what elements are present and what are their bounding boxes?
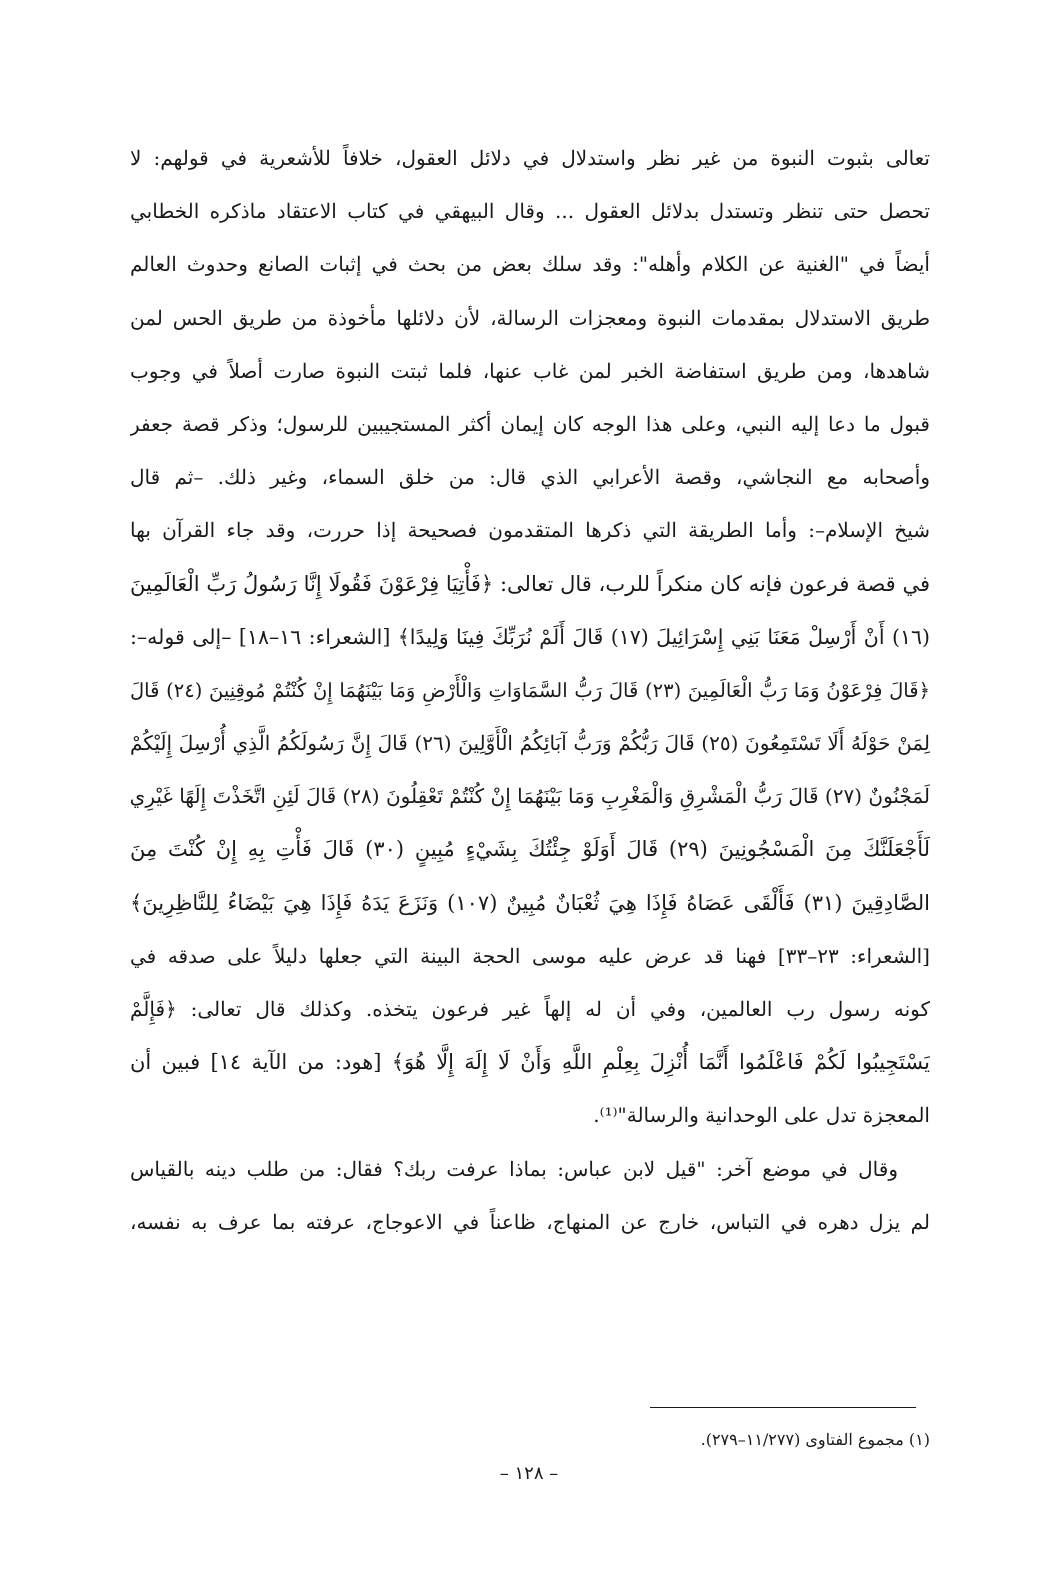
quran-line: ﴿قَالَ فِرْعَوْنُ وَمَا رَبُّ الْعَالَمِينَ (٢٣) قَالَ رَبُّ السَّمَاوَاتِ وَالْأَرْضِ وَمَا بَيْنَهُمَا إِنْ كُنْتُمْ مُوقِنِينَ (٢٤) قَالَ [130, 678, 930, 702]
quran-line: (١٦) أَنْ أَرْسِلْ مَعَنَا بَنِي إِسْرَائِيلَ (١٧) قَالَ أَلَمْ نُرَبِّكَ فِينَا وَلِيدًا﴾ [الشعراء: ١٦–١٨] –إلى قوله–: [130, 624, 930, 649]
text-line: [الشعراء: ٢٣–٣٣] فهنا قد عرض عليه موسى الحجة البينة التي جعلها دليلاً على صدقه في [130, 943, 930, 968]
text-line: أيضاً في "الغنية عن الكلام وأهله": وقد سلك بعض من بحث في إثبات الصانع وحدوث العالم [130, 252, 930, 277]
text-line: وأصحابه مع النجاشي، وقصة الأعرابي الذي قال: من خلق السماء، وغير ذلك. –ثم قال [130, 465, 930, 490]
text-line: قبول ما دعا إليه النبي، وعلى هذا الوجه كان إيمان أكثر المستجيبين للرسول؛ وذكر قصة جعفر [130, 411, 930, 436]
text-line: شيخ الإسلام–: وأما الطريقة التي ذكرها المتقدمون فصحيحة إذا حررت، وقد جاء القرآن بها [130, 518, 930, 543]
page-number: – ١٢٨ – [499, 1463, 559, 1484]
text-line: المعجزة تدل على الوحدانية والرسالة"⁽¹⁾. [593, 1103, 930, 1128]
text-line: طريق الاستدلال بمقدمات النبوة ومعجزات الرسالة، لأن دلائلها مأخوذة من طريق الحس لمن [130, 305, 930, 330]
text-line: كونه رسول رب العالمين، وفي أن له إلهاً غير فرعون يتخذه. وكذلك قال تعالى: ﴿فَإِلَّمْ [130, 997, 930, 1021]
quran-line: الصَّادِقِينَ (٣١) فَأَلْقَى عَصَاهُ فَإِذَا هِيَ ثُعْبَانٌ مُبِينٌ (١٠٧) وَنَزَعَ يَدَهُ فَإِذَا هِيَ بَيْضَاءُ لِلنَّاظِرِينَ﴾ [130, 890, 930, 915]
quran-line: لَمَجْنُونٌ (٢٧) قَالَ رَبُّ الْمَشْرِقِ وَالْمَغْرِبِ وَمَا بَيْنَهُمَا إِنْ كُنْتُمْ تَعْقِلُونَ (٢٨) قَالَ لَئِنِ اتَّخَذْتَ إِلَهًا غَيْرِي [130, 784, 930, 809]
quran-line: يَسْتَجِيبُوا لَكُمْ فَاعْلَمُوا أَنَّمَا أُنْزِلَ بِعِلْمِ اللَّهِ وَأَنْ لَا إِلَهَ إِلَّا هُوَ﴾ [هود: من الآية ١٤] فبين أن [130, 1050, 930, 1075]
footnote: (١) مجموع الفتاوى (١١/٢٧٧–٢٧٩). [700, 1430, 930, 1449]
quran-line: لَأَجْعَلَنَّكَ مِنَ الْمَسْجُونِينَ (٢٩) قَالَ أَوَلَوْ جِئْتُكَ بِشَيْءٍ مُبِينٍ (٣٠) قَالَ فَأْتِ بِهِ إِنْ كُنْتَ مِنَ [130, 837, 930, 862]
quran-line: لِمَنْ حَوْلَهُ أَلَا تَسْتَمِعُونَ (٢٥) قَالَ رَبُّكُمْ وَرَبُّ آبَائِكُمُ الْأَوَّلِينَ (٢٦) قَالَ إِنَّ رَسُولَكُمُ الَّذِي أُرْسِلَ إِلَيْكُمْ [130, 731, 930, 756]
text-line: لم يزل دهره في التباس، خارج عن المنهاج، ظاعناً في الاعوجاج، عرفته بما عرف به نفسه، [130, 1209, 930, 1234]
body-text [130, 132, 930, 1249]
text-line: تحصل حتى تنظر وتستدل بدلائل العقول ... وقال البيهقي في كتاب الاعتقاد ماذكره الخطابي [130, 199, 930, 224]
text-line: وقال في موضع آخر: "قيل لابن عباس: بماذا عرفت ربك؟ فقال: من طلب دينه بالقياس [130, 1156, 898, 1181]
quran-line: في قصة فرعون فإنه كان منكراً للرب، قال تعالى: ﴿فَأْتِيَا فِرْعَوْنَ فَقُولَا إِنَّا رَسُولُ رَبِّ الْعَالَمِينَ [130, 571, 930, 596]
text-line: شاهدها، ومن طريق استفاضة الخبر لمن غاب عنها، فلما ثبتت النبوة صارت أصلاً في وجوب [130, 358, 930, 383]
footnote-separator [650, 1407, 916, 1408]
text-line: تعالى بثبوت النبوة من غير نظر واستدلال في دلائل العقول، خلافاً للأشعرية في قولهم: لا [130, 146, 930, 170]
